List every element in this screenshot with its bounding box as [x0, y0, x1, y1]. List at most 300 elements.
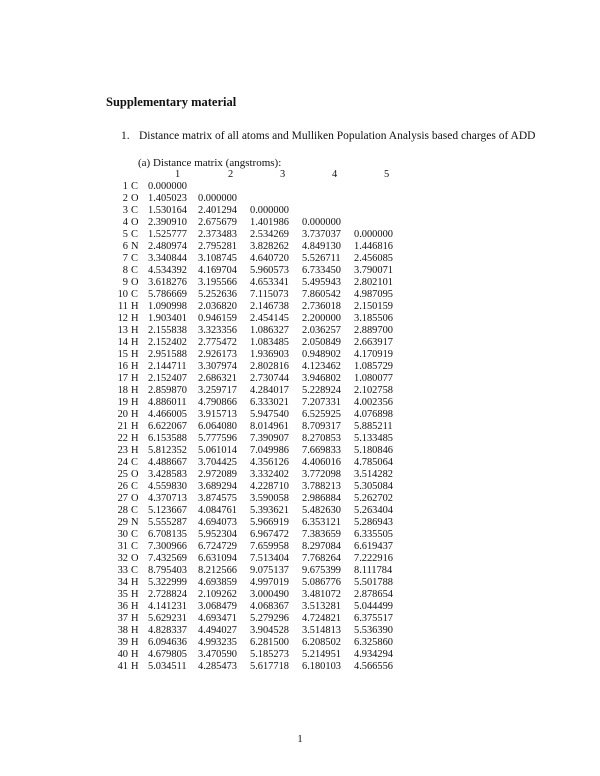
distance-cell: 2.155838 — [148, 325, 187, 336]
distance-cell: 5.393621 — [250, 505, 289, 516]
table-row — [0, 241, 600, 253]
table-row — [0, 361, 600, 373]
distance-cell: 3.513281 — [302, 601, 341, 612]
distance-cell: 1.401986 — [250, 217, 289, 228]
distance-cell: 5.034511 — [148, 661, 187, 672]
table-row — [0, 373, 600, 385]
distance-cell: 2.986884 — [302, 493, 341, 504]
atom-element: H — [131, 649, 139, 660]
distance-cell: 5.185273 — [250, 649, 289, 660]
distance-cell: 8.297084 — [302, 541, 341, 552]
atom-index: 12 — [117, 313, 128, 324]
distance-cell: 7.669833 — [302, 445, 341, 456]
list-item — [121, 130, 535, 142]
distance-cell: 3.185506 — [354, 313, 393, 324]
column-header: 5 — [384, 169, 390, 180]
distance-cell: 1.525777 — [148, 229, 187, 240]
page-number: 1 — [297, 733, 303, 745]
atom-index: 21 — [117, 421, 128, 432]
distance-cell: 4.886011 — [148, 397, 187, 408]
table-row — [0, 337, 600, 349]
atom-element: H — [131, 601, 139, 612]
distance-cell: 6.180103 — [302, 661, 341, 672]
table-row — [0, 625, 600, 637]
atom-index: 24 — [117, 457, 128, 468]
atom-index: 8 — [122, 265, 128, 276]
distance-cell: 4.068367 — [250, 601, 289, 612]
distance-cell: 2.859870 — [148, 385, 187, 396]
atom-element: H — [131, 349, 139, 360]
distance-cell: 0.948902 — [302, 349, 341, 360]
table-row — [0, 301, 600, 313]
distance-cell: 3.259717 — [198, 385, 237, 396]
atom-index: 33 — [117, 565, 128, 576]
atom-element: H — [131, 613, 139, 624]
distance-cell: 0.000000 — [302, 217, 341, 228]
distance-cell: 4.640720 — [250, 253, 289, 264]
distance-cell: 3.915713 — [198, 409, 237, 420]
distance-cell: 4.694073 — [198, 517, 237, 528]
distance-cell: 2.480974 — [148, 241, 187, 252]
table-row — [0, 385, 600, 397]
column-header: 1 — [175, 169, 181, 180]
distance-cell: 2.109262 — [198, 589, 237, 600]
distance-cell: 9.075137 — [250, 565, 289, 576]
atom-index: 17 — [117, 373, 128, 384]
atom-element: H — [131, 637, 139, 648]
section-heading: Supplementary material — [106, 95, 237, 109]
table-header-row — [0, 169, 600, 181]
distance-cell: 5.952304 — [198, 529, 237, 540]
table-row — [0, 481, 600, 493]
distance-cell: 2.401294 — [198, 205, 237, 216]
distance-cell: 2.534269 — [250, 229, 289, 240]
atom-index: 18 — [117, 385, 128, 396]
distance-cell: 5.252636 — [198, 289, 237, 300]
distance-cell: 2.152407 — [148, 373, 187, 384]
atom-element: H — [131, 385, 139, 396]
distance-cell: 1.530164 — [148, 205, 187, 216]
distance-cell: 2.152402 — [148, 337, 187, 348]
distance-cell: 2.150159 — [354, 301, 393, 312]
distance-cell: 3.470590 — [198, 649, 237, 660]
distance-matrix-table — [0, 169, 600, 673]
table-row — [0, 433, 600, 445]
atom-element: N — [131, 517, 139, 528]
atom-element: C — [131, 253, 138, 264]
distance-cell: 7.115073 — [250, 289, 289, 300]
distance-cell: 3.946802 — [302, 373, 341, 384]
distance-cell: 5.617718 — [250, 661, 289, 672]
column-header: 3 — [280, 169, 286, 180]
atom-index: 2 — [122, 193, 128, 204]
distance-cell: 4.934294 — [354, 649, 393, 660]
atom-index: 29 — [117, 517, 128, 528]
atom-index: 23 — [117, 445, 128, 456]
table-row — [0, 577, 600, 589]
distance-cell: 5.279296 — [250, 613, 289, 624]
distance-cell: 4.849130 — [302, 241, 341, 252]
table-row — [0, 181, 600, 193]
table-row — [0, 601, 600, 613]
distance-cell: 6.325860 — [354, 637, 393, 648]
table-row — [0, 349, 600, 361]
atom-index: 22 — [117, 433, 128, 444]
table-row — [0, 517, 600, 529]
distance-cell: 3.514813 — [302, 625, 341, 636]
atom-element: C — [131, 457, 138, 468]
distance-cell: 5.482630 — [302, 505, 341, 516]
distance-cell: 7.222916 — [354, 553, 393, 564]
distance-cell: 3.068479 — [198, 601, 237, 612]
distance-cell: 0.000000 — [148, 181, 187, 192]
atom-element: H — [131, 661, 139, 672]
atom-index: 34 — [117, 577, 128, 588]
distance-cell: 0.000000 — [354, 229, 393, 240]
atom-element: H — [131, 397, 139, 408]
distance-cell: 5.228924 — [302, 385, 341, 396]
distance-cell: 5.123667 — [148, 505, 187, 516]
table-row — [0, 505, 600, 517]
distance-cell: 5.555287 — [148, 517, 187, 528]
distance-cell: 3.514282 — [354, 469, 393, 480]
distance-cell: 5.495943 — [302, 277, 341, 288]
atom-index: 1 — [122, 181, 128, 192]
distance-cell: 5.133485 — [354, 433, 393, 444]
atom-index: 40 — [117, 649, 128, 660]
atom-element: C — [131, 181, 138, 192]
distance-cell: 5.966919 — [250, 517, 289, 528]
distance-cell: 1.090998 — [148, 301, 187, 312]
table-row — [0, 637, 600, 649]
atom-element: O — [131, 277, 139, 288]
atom-index: 36 — [117, 601, 128, 612]
distance-cell: 4.693471 — [198, 613, 237, 624]
distance-cell: 4.790866 — [198, 397, 237, 408]
distance-cell: 4.566556 — [354, 661, 393, 672]
distance-cell: 7.207331 — [302, 397, 341, 408]
atom-element: H — [131, 421, 139, 432]
table-row — [0, 565, 600, 577]
distance-cell: 5.214951 — [302, 649, 341, 660]
distance-cell: 0.000000 — [250, 205, 289, 216]
atom-element: C — [131, 229, 138, 240]
distance-cell: 1.903401 — [148, 313, 187, 324]
distance-cell: 5.263404 — [354, 505, 393, 516]
distance-cell: 1.083485 — [250, 337, 289, 348]
table-row — [0, 325, 600, 337]
distance-cell: 8.014961 — [250, 421, 289, 432]
atom-element: C — [131, 505, 138, 516]
distance-cell: 3.307974 — [198, 361, 237, 372]
distance-cell: 3.340844 — [148, 253, 187, 264]
atom-index: 16 — [117, 361, 128, 372]
atom-element: C — [131, 289, 138, 300]
atom-element: O — [131, 193, 139, 204]
distance-cell: 3.689294 — [198, 481, 237, 492]
table-row — [0, 445, 600, 457]
distance-cell: 4.076898 — [354, 409, 393, 420]
atom-element: H — [131, 625, 139, 636]
table-row — [0, 457, 600, 469]
atom-index: 28 — [117, 505, 128, 516]
distance-cell: 1.080077 — [354, 373, 393, 384]
distance-cell: 4.559830 — [148, 481, 187, 492]
distance-cell: 3.195566 — [198, 277, 237, 288]
distance-cell: 1.405023 — [148, 193, 187, 204]
atom-element: H — [131, 361, 139, 372]
distance-cell: 5.262702 — [354, 493, 393, 504]
distance-cell: 7.860542 — [302, 289, 341, 300]
distance-cell: 3.000490 — [250, 589, 289, 600]
distance-cell: 8.212566 — [198, 565, 237, 576]
distance-cell: 2.456085 — [354, 253, 393, 264]
distance-cell: 3.428583 — [148, 469, 187, 480]
distance-cell: 2.050849 — [302, 337, 341, 348]
atom-index: 41 — [117, 661, 128, 672]
distance-cell: 6.708135 — [148, 529, 187, 540]
distance-cell: 4.997019 — [250, 577, 289, 588]
distance-cell: 2.663917 — [354, 337, 393, 348]
distance-cell: 5.501788 — [354, 577, 393, 588]
table-row — [0, 541, 600, 553]
distance-cell: 2.200000 — [302, 313, 341, 324]
atom-element: N — [131, 241, 139, 252]
table-row — [0, 649, 600, 661]
atom-element: C — [131, 541, 138, 552]
table-row — [0, 229, 600, 241]
table-caption: (a) Distance matrix (angstroms): — [138, 157, 282, 169]
distance-cell: 2.926173 — [198, 349, 237, 360]
atom-element: O — [131, 553, 139, 564]
atom-index: 6 — [122, 241, 128, 252]
atom-element: H — [131, 409, 139, 420]
table-row — [0, 553, 600, 565]
column-header: 4 — [332, 169, 338, 180]
distance-cell: 6.335505 — [354, 529, 393, 540]
distance-cell: 3.874575 — [198, 493, 237, 504]
distance-cell: 5.526711 — [302, 253, 341, 264]
distance-cell: 5.536390 — [354, 625, 393, 636]
table-row — [0, 661, 600, 673]
distance-cell: 3.704425 — [198, 457, 237, 468]
table-row — [0, 289, 600, 301]
column-header: 2 — [228, 169, 234, 180]
distance-cell: 6.525925 — [302, 409, 341, 420]
distance-cell: 4.993235 — [198, 637, 237, 648]
atom-element: H — [131, 445, 139, 456]
atom-index: 5 — [122, 229, 128, 240]
distance-cell: 4.170919 — [354, 349, 393, 360]
distance-cell: 3.737037 — [302, 229, 341, 240]
distance-cell: 2.775472 — [198, 337, 237, 348]
distance-cell: 4.084761 — [198, 505, 237, 516]
distance-cell: 4.466005 — [148, 409, 187, 420]
distance-cell: 4.724821 — [302, 613, 341, 624]
atom-index: 38 — [117, 625, 128, 636]
distance-cell: 2.373483 — [198, 229, 237, 240]
distance-cell: 0.946159 — [198, 313, 237, 324]
table-row — [0, 421, 600, 433]
distance-cell: 6.622067 — [148, 421, 187, 432]
distance-cell: 1.086327 — [250, 325, 289, 336]
distance-cell: 4.653341 — [250, 277, 289, 288]
distance-cell: 5.812352 — [148, 445, 187, 456]
distance-cell: 5.786669 — [148, 289, 187, 300]
table-row — [0, 397, 600, 409]
atom-index: 27 — [117, 493, 128, 504]
atom-element: O — [131, 217, 139, 228]
atom-index: 15 — [117, 349, 128, 360]
atom-element: H — [131, 337, 139, 348]
atom-index: 13 — [117, 325, 128, 336]
atom-index: 37 — [117, 613, 128, 624]
distance-cell: 7.049986 — [250, 445, 289, 456]
distance-cell: 2.878654 — [354, 589, 393, 600]
distance-cell: 3.618276 — [148, 277, 187, 288]
distance-cell: 0.000000 — [198, 193, 237, 204]
distance-cell: 5.777596 — [198, 433, 237, 444]
distance-cell: 6.375517 — [354, 613, 393, 624]
list-item-text: Distance matrix of all atoms and Mulliken Population Analysis based charges of ADD — [139, 130, 536, 142]
distance-cell: 3.481072 — [302, 589, 341, 600]
distance-cell: 6.353121 — [302, 517, 341, 528]
distance-cell: 5.322999 — [148, 577, 187, 588]
atom-index: 35 — [117, 589, 128, 600]
distance-cell: 3.790071 — [354, 265, 393, 276]
distance-cell: 5.305084 — [354, 481, 393, 492]
distance-cell: 1.936903 — [250, 349, 289, 360]
atom-index: 9 — [122, 277, 128, 288]
distance-cell: 2.036820 — [198, 301, 237, 312]
distance-cell: 2.102758 — [354, 385, 393, 396]
table-row — [0, 265, 600, 277]
list-item-number: 1. — [121, 130, 130, 142]
distance-cell: 6.094636 — [148, 637, 187, 648]
atom-element: H — [131, 589, 139, 600]
distance-cell: 4.679805 — [148, 649, 187, 660]
atom-index: 11 — [117, 301, 128, 312]
atom-element: H — [131, 325, 139, 336]
distance-cell: 7.432569 — [148, 553, 187, 564]
atom-element: O — [131, 469, 139, 480]
distance-cell: 2.951588 — [148, 349, 187, 360]
distance-cell: 2.736018 — [302, 301, 341, 312]
distance-cell: 4.284017 — [250, 385, 289, 396]
distance-cell: 7.300966 — [148, 541, 187, 552]
atom-index: 26 — [117, 481, 128, 492]
distance-cell: 7.768264 — [302, 553, 341, 564]
distance-cell: 6.208502 — [302, 637, 341, 648]
atom-index: 20 — [117, 409, 128, 420]
distance-cell: 4.141231 — [148, 601, 187, 612]
distance-cell: 5.286943 — [354, 517, 393, 528]
atom-index: 7 — [122, 253, 128, 264]
distance-cell: 3.108745 — [198, 253, 237, 264]
distance-cell: 2.795281 — [198, 241, 237, 252]
atom-index: 4 — [122, 217, 128, 228]
distance-cell: 4.002356 — [354, 397, 393, 408]
table-row — [0, 217, 600, 229]
table-row — [0, 589, 600, 601]
atom-element: H — [131, 373, 139, 384]
distance-cell: 2.889700 — [354, 325, 393, 336]
distance-cell: 3.904528 — [250, 625, 289, 636]
table-row — [0, 409, 600, 421]
distance-cell: 5.960573 — [250, 265, 289, 276]
distance-cell: 4.534392 — [148, 265, 187, 276]
distance-cell: 4.406016 — [302, 457, 341, 468]
distance-cell: 4.123462 — [302, 361, 341, 372]
distance-cell: 7.513404 — [250, 553, 289, 564]
distance-cell: 5.629231 — [148, 613, 187, 624]
atom-element: O — [131, 493, 139, 504]
distance-cell: 8.111784 — [354, 565, 393, 576]
table-row — [0, 205, 600, 217]
atom-index: 25 — [117, 469, 128, 480]
distance-cell: 1.085729 — [354, 361, 393, 372]
distance-cell: 6.967472 — [250, 529, 289, 540]
atom-index: 19 — [117, 397, 128, 408]
distance-cell: 5.180846 — [354, 445, 393, 456]
distance-cell: 5.885211 — [354, 421, 393, 432]
atom-index: 30 — [117, 529, 128, 540]
atom-element: H — [131, 577, 139, 588]
distance-cell: 2.036257 — [302, 325, 341, 336]
distance-cell: 2.728824 — [148, 589, 187, 600]
distance-cell: 4.693859 — [198, 577, 237, 588]
distance-cell: 4.285473 — [198, 661, 237, 672]
distance-cell: 9.675399 — [302, 565, 341, 576]
atom-index: 3 — [122, 205, 128, 216]
distance-cell: 2.454145 — [250, 313, 289, 324]
distance-cell: 5.044499 — [354, 601, 393, 612]
table-row — [0, 193, 600, 205]
distance-cell: 2.730744 — [250, 373, 289, 384]
distance-cell: 2.146738 — [250, 301, 289, 312]
distance-cell: 4.488667 — [148, 457, 187, 468]
atom-element: C — [131, 265, 138, 276]
atom-index: 32 — [117, 553, 128, 564]
distance-cell: 5.086776 — [302, 577, 341, 588]
distance-cell: 8.709317 — [302, 421, 341, 432]
distance-cell: 2.802816 — [250, 361, 289, 372]
atom-element: C — [131, 565, 138, 576]
atom-element: H — [131, 301, 139, 312]
distance-cell: 4.494027 — [198, 625, 237, 636]
atom-index: 31 — [117, 541, 128, 552]
distance-cell: 1.446816 — [354, 241, 393, 252]
distance-cell: 6.631094 — [198, 553, 237, 564]
distance-cell: 4.370713 — [148, 493, 187, 504]
table-row — [0, 313, 600, 325]
table-row — [0, 493, 600, 505]
table-row — [0, 613, 600, 625]
atom-element: C — [131, 481, 138, 492]
atom-index: 14 — [117, 337, 128, 348]
distance-cell: 3.772098 — [302, 469, 341, 480]
table-row — [0, 253, 600, 265]
table-row — [0, 529, 600, 541]
distance-cell: 3.332402 — [250, 469, 289, 480]
distance-cell: 6.064080 — [198, 421, 237, 432]
distance-cell: 7.390907 — [250, 433, 289, 444]
distance-cell: 5.947540 — [250, 409, 289, 420]
table-row — [0, 469, 600, 481]
distance-cell: 2.802101 — [354, 277, 393, 288]
distance-cell: 6.733450 — [302, 265, 341, 276]
distance-cell: 8.795403 — [148, 565, 187, 576]
